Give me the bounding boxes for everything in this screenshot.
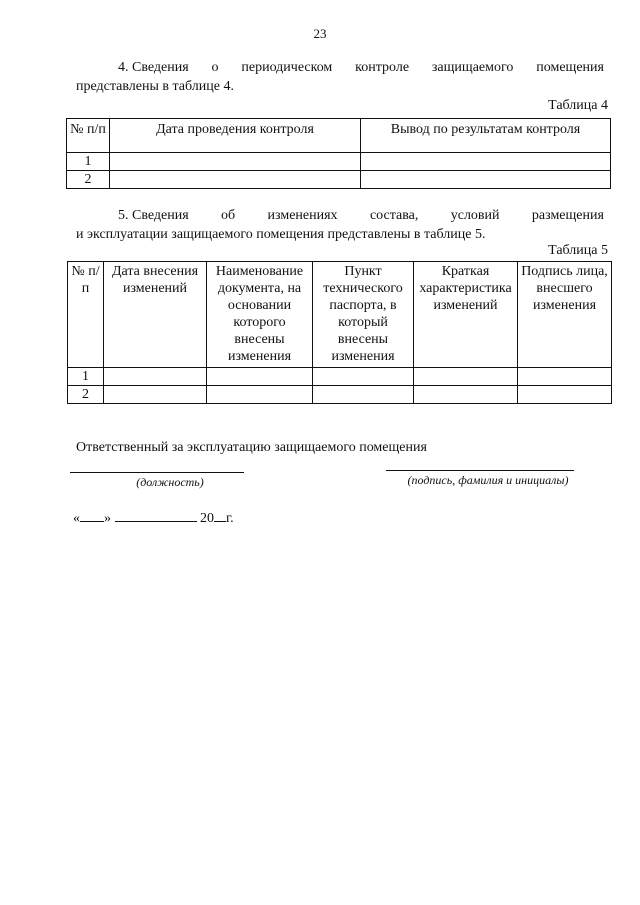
table4-header-date: Дата проведения контроля [110, 119, 361, 153]
year-suffix: г. [226, 511, 234, 526]
table5-header-document: Наименование документа, на основании которого внесены изменения [207, 262, 313, 368]
month-blank [115, 507, 197, 522]
section5-word: размещения [531, 208, 604, 223]
table-row [67, 171, 611, 189]
signature-line [386, 470, 574, 471]
table4-cell: 2 [67, 171, 110, 189]
table5-cell [414, 368, 518, 386]
table4-cell: 1 [67, 153, 110, 171]
table5-header-passport-item: Пункт технического паспорта, в который внесены изменения [313, 262, 414, 368]
section4-word: защищаемого [431, 60, 514, 75]
section4-paragraph [76, 58, 604, 96]
responsible-label: Ответственный за эксплуатацию защищаемого помещения [76, 440, 427, 455]
table5-header-row [68, 262, 612, 368]
table5-caption: Таблица 5 [548, 243, 608, 258]
table5-header-number: № п/п [68, 262, 104, 368]
table5-cell [104, 386, 207, 404]
table5-cell: 1 [68, 368, 104, 386]
table5-header-description: Краткая характеристика изменений [414, 262, 518, 368]
section4-word: помещения [536, 60, 604, 75]
table5-header-date: Дата внесения изменений [104, 262, 207, 368]
table5-cell [313, 368, 414, 386]
table4 [66, 118, 611, 189]
date-open-quote: « [73, 511, 80, 526]
table4-header-number: № п/п [67, 119, 110, 153]
signature-caption: (подпись, фамилия и инициалы) [407, 473, 569, 487]
table5-cell [207, 368, 313, 386]
day-blank [80, 507, 104, 522]
table4-cell [110, 153, 361, 171]
table5-cell [518, 386, 612, 404]
table5-cell [518, 368, 612, 386]
table5 [67, 261, 612, 404]
table5-cell [104, 368, 207, 386]
section5-word: изменениях [267, 208, 338, 223]
section5-paragraph [76, 206, 604, 244]
section4-word: 4. Сведения [118, 60, 189, 75]
section4-word: контроле [355, 60, 410, 75]
table5-header-signature: Подпись лица, внесшего изменения [518, 262, 612, 368]
table5-cell [313, 386, 414, 404]
table4-header-row [67, 119, 611, 153]
table-row [67, 153, 611, 171]
table5-cell [207, 386, 313, 404]
section5-word: состава, [369, 208, 419, 223]
section5-line2: и эксплуатации защищаемого помещения представлены в таблице 5. [76, 227, 486, 242]
table4-cell [361, 171, 611, 189]
table5-cell: 2 [68, 386, 104, 404]
date-line [73, 507, 234, 527]
year-blank [214, 507, 226, 522]
section4-word: о [211, 60, 219, 75]
position-caption: (должность) [136, 475, 204, 489]
section5-word: условий [450, 208, 500, 223]
date-close-quote: » [104, 511, 111, 526]
position-line [70, 472, 244, 473]
page-number: 23 [313, 26, 327, 41]
table4-cell [361, 153, 611, 171]
section4-word: периодическом [241, 60, 333, 75]
section5-word: 5. Сведения [118, 208, 189, 223]
year-prefix: 20 [200, 511, 214, 526]
table4-cell [110, 171, 361, 189]
table5-cell [414, 386, 518, 404]
table4-caption: Таблица 4 [548, 98, 608, 113]
section4-line2: представлены в таблице 4. [76, 79, 234, 94]
section5-word: об [221, 208, 236, 223]
table4-header-result: Вывод по результатам контроля [361, 119, 611, 153]
table-row [68, 368, 612, 386]
table-row [68, 386, 612, 404]
